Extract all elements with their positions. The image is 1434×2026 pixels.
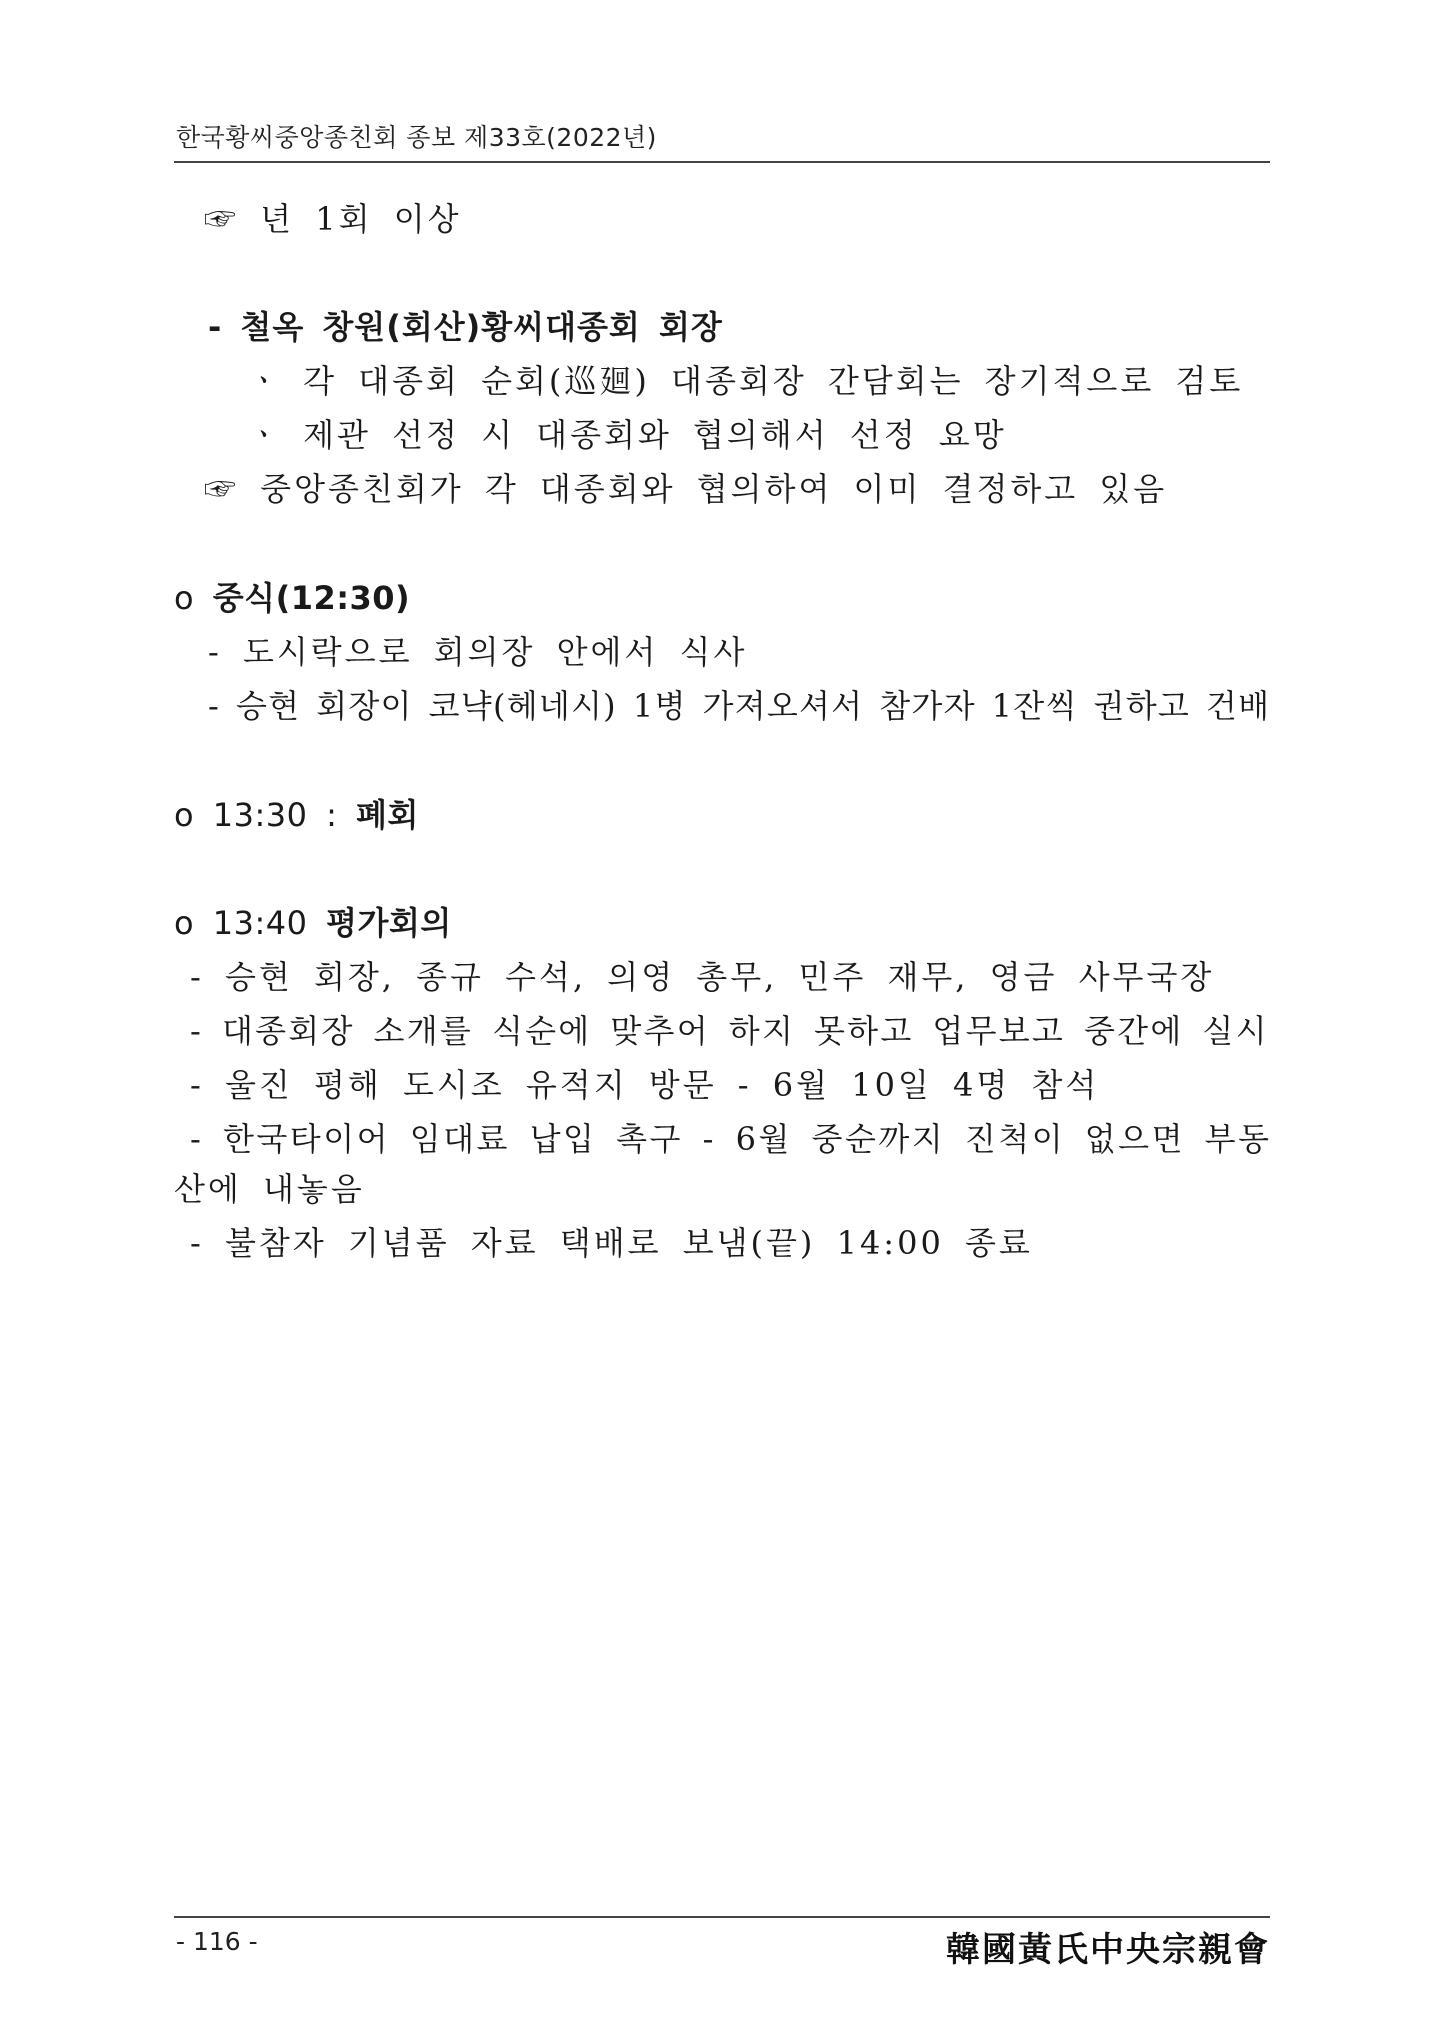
list-item: - 승현 회장, 종규 수석, 의영 총무, 민주 재무, 영금 사무국장 [190,958,1215,996]
list-item-continuation: 산에 내놓음 [174,1170,365,1208]
list-item: ㆍ 각 대종회 순회(巡廻) 대종회장 간담회는 장기적으로 검토 [248,362,1244,400]
header-rule [174,161,1270,163]
list-item: - 도시락으로 회의장 안에서 식사 [208,633,748,671]
section-title: 폐회 [356,796,419,834]
list-item: ㆍ 제관 선정 시 대종회와 협의해서 선정 요망 [248,416,1007,454]
list-item: - 승현 회장이 코냑(헤네시) 1병 가져오셔서 참가자 1잔씩 권하고 건배 [208,687,1271,725]
page-number: - 116 - [176,1927,258,1956]
note-line: ☞ 년 1회 이상 [204,200,462,238]
list-item: - 불참자 기념품 자료 택배로 보냄(끝) 14:00 종료 [190,1224,1033,1262]
footer-rule [174,1916,1270,1918]
section-heading-lunch [174,573,410,619]
section-heading-closing [174,790,419,836]
section-heading-evaluation [174,898,452,944]
section-title: 중식(12:30) [212,579,411,617]
note-line: ☞ 중앙종친회가 각 대종회와 협의하여 이미 결정하고 있음 [204,470,1168,508]
organization-name: 韓國黃氏中央宗親會 [946,1930,1270,1970]
speaker-heading: - 철옥 창원(회산)황씨대종회 회장 [208,308,723,346]
list-item: - 한국타이어 임대료 납입 촉구 - 6월 중순까지 진척이 없으면 부동 [190,1120,1272,1158]
page-header: 한국황씨중앙종친회 종보 제33호(2022년) [176,123,657,152]
list-item: - 대종회장 소개를 식순에 맞추어 하지 못하고 업무보고 중간에 실시 [190,1012,1269,1050]
section-bullet: o [174,579,213,617]
section-bullet: o 13:40 [174,904,327,942]
section-bullet: o 13:30 : [174,796,357,834]
section-title: 평가회의 [326,904,452,942]
list-item: - 울진 평해 도시조 유적지 방문 - 6월 10일 4명 참석 [190,1066,1100,1104]
